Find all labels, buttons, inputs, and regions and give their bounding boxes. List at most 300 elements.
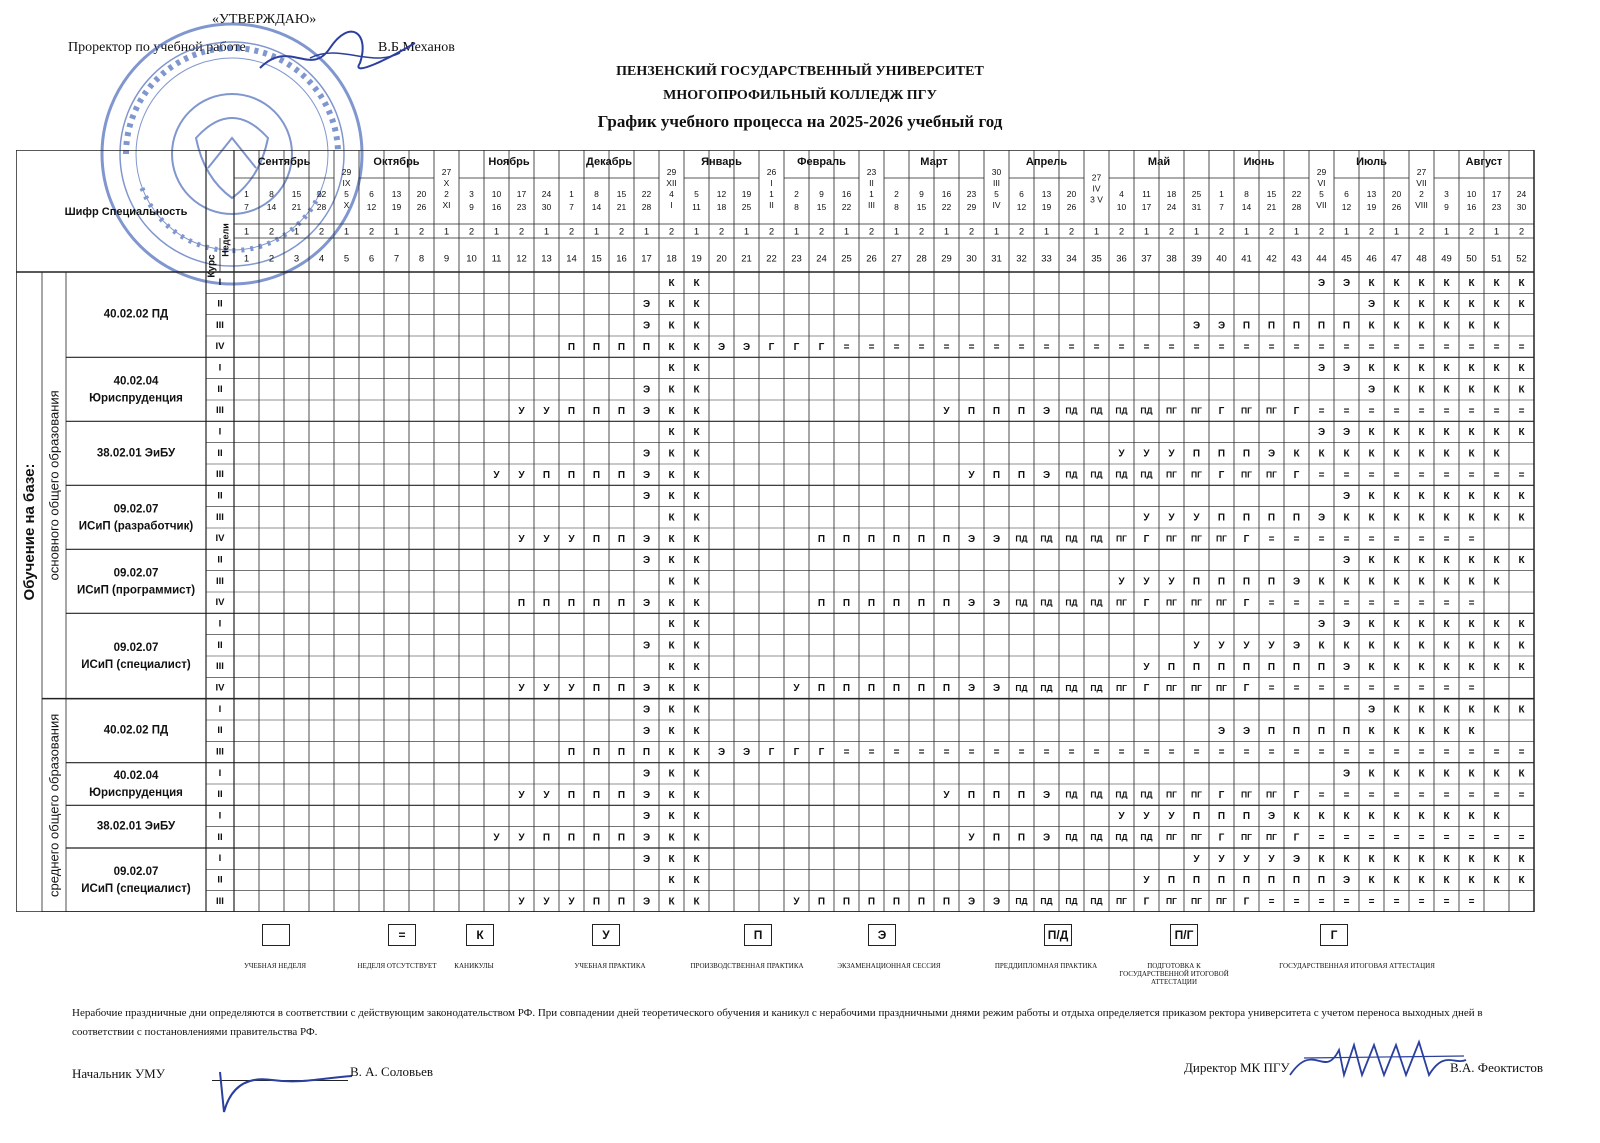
date-range-text: IX [342,177,351,188]
schedule-cell: П [1217,875,1226,887]
schedule-cell: = [1393,405,1400,417]
schedule-cell: = [943,341,950,353]
schedule-cell: = [1418,896,1425,908]
schedule-cell: ПГ [1116,896,1127,907]
schedule-cell: К [1443,512,1450,524]
schedule-cell: К [1518,491,1525,503]
schedule-cell: П [592,469,601,481]
date-range-text: 29 [1316,166,1327,177]
schedule-cell: = [968,341,975,353]
schedule-cell: = [1043,341,1050,353]
schedule-cell: К [668,427,675,439]
schedule-cell: = [1068,341,1075,353]
month-label: Апрель [1025,155,1068,168]
schedule-cell: К [1468,725,1475,737]
schedule-cell: = [1318,896,1325,908]
schedule-cell: К [668,597,675,609]
schedule-cell: П [817,683,826,695]
date-range-text: 2 [794,188,799,199]
schedule-cell: = [1493,469,1500,481]
date-range-text: 18 [716,201,727,212]
date-range-text: 7 [244,201,249,212]
date-range-text: 8 [794,201,799,212]
schedule-cell: П [1242,512,1251,524]
schedule-cell: ПГ [1166,832,1177,843]
schedule-cell: Э [717,747,726,759]
date-range-text: 20 [416,188,427,199]
schedule-cell: К [693,533,700,545]
parity-text: 2 [468,226,475,238]
course-number: II [217,554,223,566]
specialty-name: 09.02.07 [113,567,159,580]
schedule-cell: П [592,341,601,353]
schedule-cell: К [1368,853,1375,865]
date-range-text: 30 [541,201,552,212]
parity-text: 2 [1068,226,1075,238]
schedule-cell: К [1468,363,1475,375]
schedule-cell: П [992,832,1001,844]
parity-text: 2 [818,226,825,238]
course-number: III [216,661,224,673]
schedule-cell: = [1393,597,1400,609]
schedule-cell: К [1443,427,1450,439]
week-number-text: 38 [1166,253,1177,265]
schedule-cell: У [1143,661,1150,673]
week-number-text: 7 [393,253,400,265]
date-range-text: 19 [1366,201,1377,212]
week-number-text: 46 [1366,253,1377,265]
schedule-cell: К [1443,811,1450,823]
schedule-cell: К [668,576,675,588]
schedule-cell: Э [967,597,976,609]
schedule-cell: = [1218,341,1225,353]
schedule-cell: Э [1342,427,1351,439]
schedule-cell: = [1468,533,1475,545]
week-number-text: 31 [991,253,1002,265]
schedule-cell: = [1443,405,1450,417]
date-range-text: 10 [1116,201,1127,212]
schedule-cell: = [1493,341,1500,353]
schedule-cell: К [1493,320,1500,332]
course-number: III [216,405,224,417]
date-range-text: 7 [569,201,574,212]
schedule-cell: П [1267,320,1276,332]
schedule-cell: ПД [1090,533,1103,544]
schedule-cell: П [942,533,951,545]
date-range-text: VIII [1415,199,1428,210]
parity-text: 1 [243,226,250,238]
schedule-cell: К [1343,448,1350,460]
header-code-specialty: Шифр Специальность [64,205,188,218]
specialty-name: 38.02.01 ЭиБУ [96,447,176,460]
schedule-cell: К [1443,576,1450,588]
schedule-cell: ПГ [1166,682,1177,693]
schedule-cell: = [1468,747,1475,759]
schedule-cell: К [1468,299,1475,311]
parity-text: 2 [1418,226,1425,238]
schedule-cell: ПГ [1241,469,1252,480]
schedule-cell: К [1493,768,1500,780]
date-range-text: 15 [1266,188,1277,199]
schedule-cell: = [1168,747,1175,759]
schedule-cell: ПД [1065,896,1078,907]
schedule-cell: К [1418,512,1425,524]
legend-symbol: = [388,924,416,946]
week-number-text: 17 [641,253,652,265]
schedule-cell: К [668,875,675,887]
schedule-cell: П [567,832,576,844]
schedule-cell: П [592,405,601,417]
schedule-cell: К [1393,811,1400,823]
week-number-text: 44 [1316,253,1327,265]
parity-text: 1 [493,226,500,238]
parity-text: 1 [393,226,400,238]
schedule-cell: Э [1342,363,1351,375]
schedule-cell: Г [793,747,800,759]
schedule-cell: У [943,789,950,801]
schedule-cell: Г [1293,469,1300,481]
schedule-cell: ПД [1140,469,1153,480]
course-number: III [216,511,224,523]
schedule-cell: П [1317,725,1326,737]
schedule-cell: К [1393,640,1400,652]
schedule-cell: П [542,469,551,481]
schedule-cell: К [1493,704,1500,716]
schedule-cell: ПГ [1216,533,1227,544]
schedule-cell: Г [1218,832,1225,844]
schedule-cell: У [1268,640,1275,652]
base-label: Обучение на базе: [20,463,38,601]
schedule-cell: К [1368,661,1375,673]
schedule-cell: К [1368,277,1375,289]
schedule-cell: = [1043,747,1050,759]
schedule-cell: К [1493,661,1500,673]
week-number-text: 21 [741,253,752,265]
schedule-cell: = [1318,789,1325,801]
parity-text: 1 [1443,226,1450,238]
header-course: Курс [206,254,218,278]
prorector-name: В.Б.Механов [378,40,455,55]
schedule-cell: П [1267,875,1276,887]
schedule-cell: К [1468,512,1475,524]
week-number-text: 24 [816,253,827,265]
date-range-text: IV [992,199,1001,210]
schedule-cell: ПД [1065,533,1078,544]
parity-text: 1 [1343,226,1350,238]
schedule-cell: = [1418,789,1425,801]
schedule-cell: = [1193,747,1200,759]
schedule-cell: = [1368,789,1375,801]
schedule-cell: Э [642,533,651,545]
schedule-cell: К [693,789,700,801]
schedule-cell: Э [1292,853,1301,865]
schedule-cell: = [868,341,875,353]
schedule-cell: У [518,405,525,417]
parity-text: 2 [1218,226,1225,238]
schedule-cell: Э [1192,320,1201,332]
schedule-cell: П [892,533,901,545]
schedule-cell: Э [1342,768,1351,780]
schedule-cell: П [617,469,626,481]
schedule-cell: ПД [1115,832,1128,843]
week-number-text: 2 [268,253,275,265]
prorector-label: Проректор по учебной работе [68,40,246,55]
schedule-cell: П [867,533,876,545]
course-number: II [217,639,223,651]
date-range-text: 6 [1344,188,1349,199]
schedule-cell: П [617,597,626,609]
schedule-cell: П [967,405,976,417]
schedule-cell: Г [1293,405,1300,417]
course-number: III [216,469,224,481]
group-label: среднего общего образования [46,713,62,897]
date-range-text: 8 [269,188,274,199]
schedule-cell: = [1318,405,1325,417]
schedule-cell: К [1418,320,1425,332]
schedule-cell: У [1143,448,1150,460]
date-range-text: 3 V [1090,194,1103,205]
schedule-cell: К [1418,491,1425,503]
schedule-cell: К [693,555,700,567]
week-number-text: 48 [1416,253,1427,265]
date-range-text: 1 [569,188,574,199]
parity-text: 1 [1043,226,1050,238]
month-label: Декабрь [586,155,632,168]
date-range-text: 25 [1191,188,1202,199]
schedule-cell: = [1343,789,1350,801]
schedule-cell: = [1418,597,1425,609]
date-range-text: 15 [616,188,627,199]
parity-text: 1 [993,226,1000,238]
date-range-text: 24 [541,188,552,199]
schedule-cell: = [1518,469,1525,481]
schedule-cell: У [543,405,550,417]
schedule-cell: = [868,747,875,759]
legend-label: УЧЕБНАЯ НЕДЕЛЯ [243,962,307,970]
schedule-cell: = [1343,597,1350,609]
schedule-cell: П [617,747,626,759]
schedule-cell: У [1218,853,1225,865]
schedule-cell: = [1143,341,1150,353]
schedule-cell: К [1443,704,1450,716]
schedule-cell: П [567,341,576,353]
schedule-cell: К [693,832,700,844]
schedule-cell: К [1518,875,1525,887]
parity-text: 2 [718,226,725,238]
schedule-cell: ПД [1065,789,1078,800]
date-range-text: 23 [866,166,877,177]
schedule-cell: К [668,555,675,567]
schedule-cell: = [843,341,850,353]
date-range-text: 21 [1266,201,1277,212]
week-number-text: 49 [1441,253,1452,265]
course-number: II [217,298,223,310]
schedule-cell: У [1143,811,1150,823]
specialty-name: 38.02.01 ЭиБУ [96,820,176,833]
schedule-cell: К [1418,384,1425,396]
week-number-text: 36 [1116,253,1127,265]
schedule-cell: ПД [1140,832,1153,843]
schedule-cell: К [1468,320,1475,332]
schedule-cell: К [1293,811,1300,823]
schedule-cell: П [592,683,601,695]
schedule-cell: К [1343,512,1350,524]
legend-label: КАНИКУЛЫ [454,962,494,970]
schedule-cell: = [1393,341,1400,353]
schedule-cell: П [642,747,651,759]
schedule-cell: П [1342,725,1351,737]
schedule-cell: = [1218,747,1225,759]
schedule-cell: ПД [1065,405,1078,416]
schedule-cell: К [1368,640,1375,652]
schedule-cell: К [1443,448,1450,460]
schedule-cell: К [1343,853,1350,865]
date-range-text: VI [1317,177,1326,188]
schedule-cell: П [842,533,851,545]
date-range-text: 26 [416,201,427,212]
date-range-text: 17 [1141,201,1152,212]
date-range-text: 23 [966,188,977,199]
schedule-cell: К [1318,811,1325,823]
parity-text: 2 [268,226,275,238]
parity-text: 1 [843,226,850,238]
schedule-cell: К [1518,277,1525,289]
schedule-cell: Э [642,811,651,823]
month-label: Октябрь [373,155,420,168]
schedule-cell: К [668,384,675,396]
schedule-cell: К [693,853,700,865]
schedule-cell: П [1217,661,1226,673]
schedule-cell: У [543,683,550,695]
date-range-text: 27 [1091,172,1102,183]
parity-text: 1 [1243,226,1250,238]
schedule-cell: Э [1267,811,1276,823]
schedule-cell: К [668,725,675,737]
month-label: Август [1465,155,1503,168]
date-range-text: 21 [616,201,627,212]
schedule-cell: К [1493,619,1500,631]
schedule-cell: К [668,789,675,801]
schedule-cell: ПГ [1116,682,1127,693]
schedule-cell: У [568,533,575,545]
date-range-text: 15 [916,201,927,212]
schedule-cell: К [668,747,675,759]
schedule-cell: = [1268,341,1275,353]
schedule-cell: У [1143,576,1150,588]
schedule-cell: К [1343,576,1350,588]
parity-text: 1 [693,226,700,238]
parity-text: 1 [943,226,950,238]
schedule-cell: К [1518,661,1525,673]
schedule-cell: Э [1292,640,1301,652]
course-number: III [216,575,224,587]
schedule-cell: П [542,597,551,609]
schedule-cell: П [1317,661,1326,673]
specialty-name: ИСиП (специалист) [81,659,191,672]
course-number: III [216,895,224,907]
date-range-text: 8 [894,201,899,212]
date-range-text: 16 [841,188,852,199]
schedule-cell: К [693,640,700,652]
schedule-cell: П [617,341,626,353]
schedule-cell: К [1418,768,1425,780]
week-number-text: 37 [1141,253,1152,265]
schedule-cell: Э [717,341,726,353]
schedule-cell: П [1292,661,1301,673]
legend-label: ГОСУДАРСТВЕННАЯ ИТОГОВАЯ АТТЕСТАЦИЯ [1279,962,1435,970]
schedule-cell: У [1118,448,1125,460]
schedule-cell: П [1017,469,1026,481]
schedule-cell: ПД [1090,682,1103,693]
schedule-cell: К [1393,576,1400,588]
schedule-cell: К [1393,725,1400,737]
legend-symbol: У [592,924,620,946]
schedule-cell: Э [642,789,651,801]
month-label: Май [1147,155,1171,168]
schedule-cell: Э [642,555,651,567]
schedule-cell: К [668,661,675,673]
date-range-text: 13 [1366,188,1377,199]
schedule-cell: П [1192,661,1201,673]
week-number-text: 19 [691,253,702,265]
schedule-cell: ПГ [1191,597,1202,608]
schedule-cell: Э [642,491,651,503]
schedule-cell: П [567,469,576,481]
schedule-cell: У [1118,811,1125,823]
date-range-text: III [867,199,876,210]
schedule-cell: = [1318,683,1325,695]
schedule-cell: К [668,363,675,375]
schedule-cell: П [567,747,576,759]
date-range-text: II [769,199,774,210]
schedule-cell: П [817,533,826,545]
schedule-cell: ПД [1090,896,1103,907]
schedule-cell: К [693,747,700,759]
schedule-cell: К [1443,661,1450,673]
schedule-cell: К [1393,768,1400,780]
week-number-text: 6 [368,253,375,265]
schedule-cell: У [518,683,525,695]
schedule-cell: = [1393,789,1400,801]
date-range-text: XI [442,199,451,210]
schedule-cell: У [943,405,950,417]
week-number-text: 51 [1491,253,1502,265]
schedule-cell: К [1393,277,1400,289]
schedule-cell: = [1468,341,1475,353]
schedule-cell: ПД [1115,789,1128,800]
schedule-cell: К [1368,576,1375,588]
schedule-cell: У [543,896,550,908]
schedule-cell: К [1518,768,1525,780]
schedule-cell: П [1267,512,1276,524]
schedule-cell: = [1318,597,1325,609]
schedule-cell: П [917,683,926,695]
date-range-text: 22 [1291,188,1302,199]
schedule-cell: = [1443,747,1450,759]
schedule-cell: П [1317,875,1326,887]
schedule-cell: = [843,747,850,759]
schedule-cell: П [617,683,626,695]
schedule-cell: = [1468,683,1475,695]
schedule-cell: = [1318,747,1325,759]
schedule-cell: ПГ [1241,832,1252,843]
schedule-cell: У [568,683,575,695]
legend-label: ПРЕДДИПЛОМНАЯ ПРАКТИКА [994,962,1098,970]
schedule-cell: = [1493,405,1500,417]
schedule-cell: К [668,768,675,780]
schedule-cell: П [892,896,901,908]
schedule-cell: = [1243,747,1250,759]
